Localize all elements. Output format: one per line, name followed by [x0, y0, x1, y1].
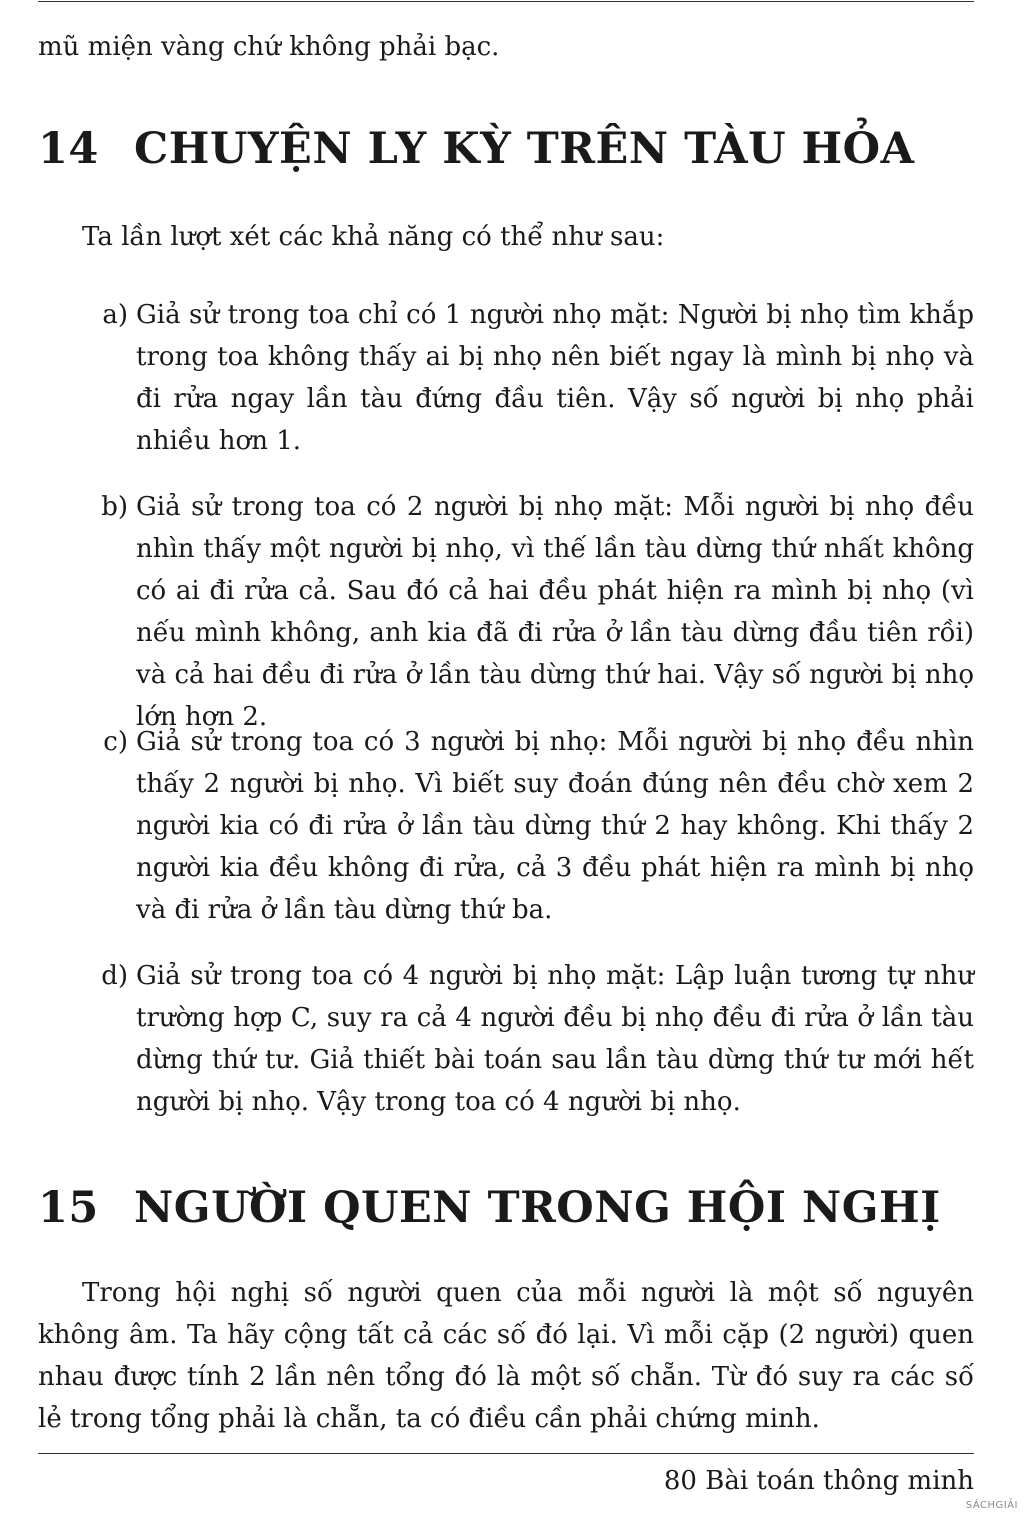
section-15-heading: [38, 1183, 974, 1233]
list-item-text: Giả sử trong toa có 3 người bị nhọ: Mỗi người bị nhọ đều nhìn thấy 2 người bị nhọ. Vì biết suy đoán đúng nên đều chờ xem 2 người kia có đi rửa ở lần tàu dừng thứ 2 hay không. Khi thấy 2 người kia đều không đi rửa, cả 3 đều phát hiện ra mình bị nhọ và đi rửa ở lần tàu dừng thứ ba.: [136, 727, 974, 925]
continuation-text: mũ miện vàng chứ không phải bạc.: [38, 32, 500, 62]
list-item-text: Giả sử trong toa có 2 người bị nhọ mặt: Mỗi người bị nhọ đều nhìn thấy một người bị nhọ, vì thế lần tàu dừng thứ nhất không có ai đi rửa cả. Sau đó cả hai đều phát hiện ra mình bị nhọ (vì nếu mình không, anh kia đã đi rửa ở lần tàu dừng đầu tiên rồi) và cả hai đều đi rửa ở lần tàu dừng thứ hai. Vậy số người bị nhọ lớn hơn 2.: [136, 492, 974, 732]
section-15-number: 15: [38, 1183, 99, 1233]
section-14-intro: Ta lần lượt xét các khả năng có thể như sau:: [82, 222, 665, 252]
list-item-d: [101, 955, 974, 1123]
list-item-a: [102, 294, 974, 462]
list-item-label: d): [101, 961, 128, 991]
top-rule: [38, 1, 974, 2]
watermark-logo: SÁCHGIẢI: [965, 1500, 1018, 1511]
list-item-label: b): [101, 492, 128, 522]
list-item-label: c): [103, 727, 128, 757]
list-item-label: a): [102, 300, 128, 330]
list-item-text: Giả sử trong toa chỉ có 1 người nhọ mặt: Người bị nhọ tìm khắp trong toa không thấy ai bị nhọ nên biết ngay là mình bị nhọ và đi rửa ngay lần tàu đứng đầu tiên. Vậy số người bị nhọ phải nhiều hơn 1.: [136, 300, 974, 456]
list-item-b: [101, 486, 974, 738]
section-15-paragraph: Trong hội nghị số người quen của mỗi người là một số nguyên không âm. Ta hãy cộng tất cả các số đó lại. Vì mỗi cặp (2 người) quen nhau được tính 2 lần nên tổng đó là một số chẵn. Từ đó suy ra các số lẻ trong tổng phải là chẵn, ta có điều cần phải chứng minh.: [38, 1278, 974, 1434]
page-footer: 80 Bài toán thông minh: [663, 1466, 974, 1496]
section-14-heading: [38, 124, 974, 174]
list-item-c: [103, 721, 974, 931]
section-14-title: CHUYỆN LY KỲ TRÊN TÀU HỎA: [134, 124, 915, 174]
section-14-number: 14: [38, 124, 99, 174]
section-15-title: NGƯỜI QUEN TRONG HỘI NGHỊ: [134, 1183, 941, 1233]
list-item-text: Giả sử trong toa có 4 người bị nhọ mặt: Lập luận tương tự như trường hợp C, suy ra cả 4 người đều bị nhọ đều đi rửa ở lần tàu dừng thứ tư. Giả thiết bài toán sau lần tàu dừng thứ tư mới hết người bị nhọ. Vậy trong toa có 4 người bị nhọ.: [136, 961, 974, 1117]
bottom-rule: [38, 1453, 974, 1454]
